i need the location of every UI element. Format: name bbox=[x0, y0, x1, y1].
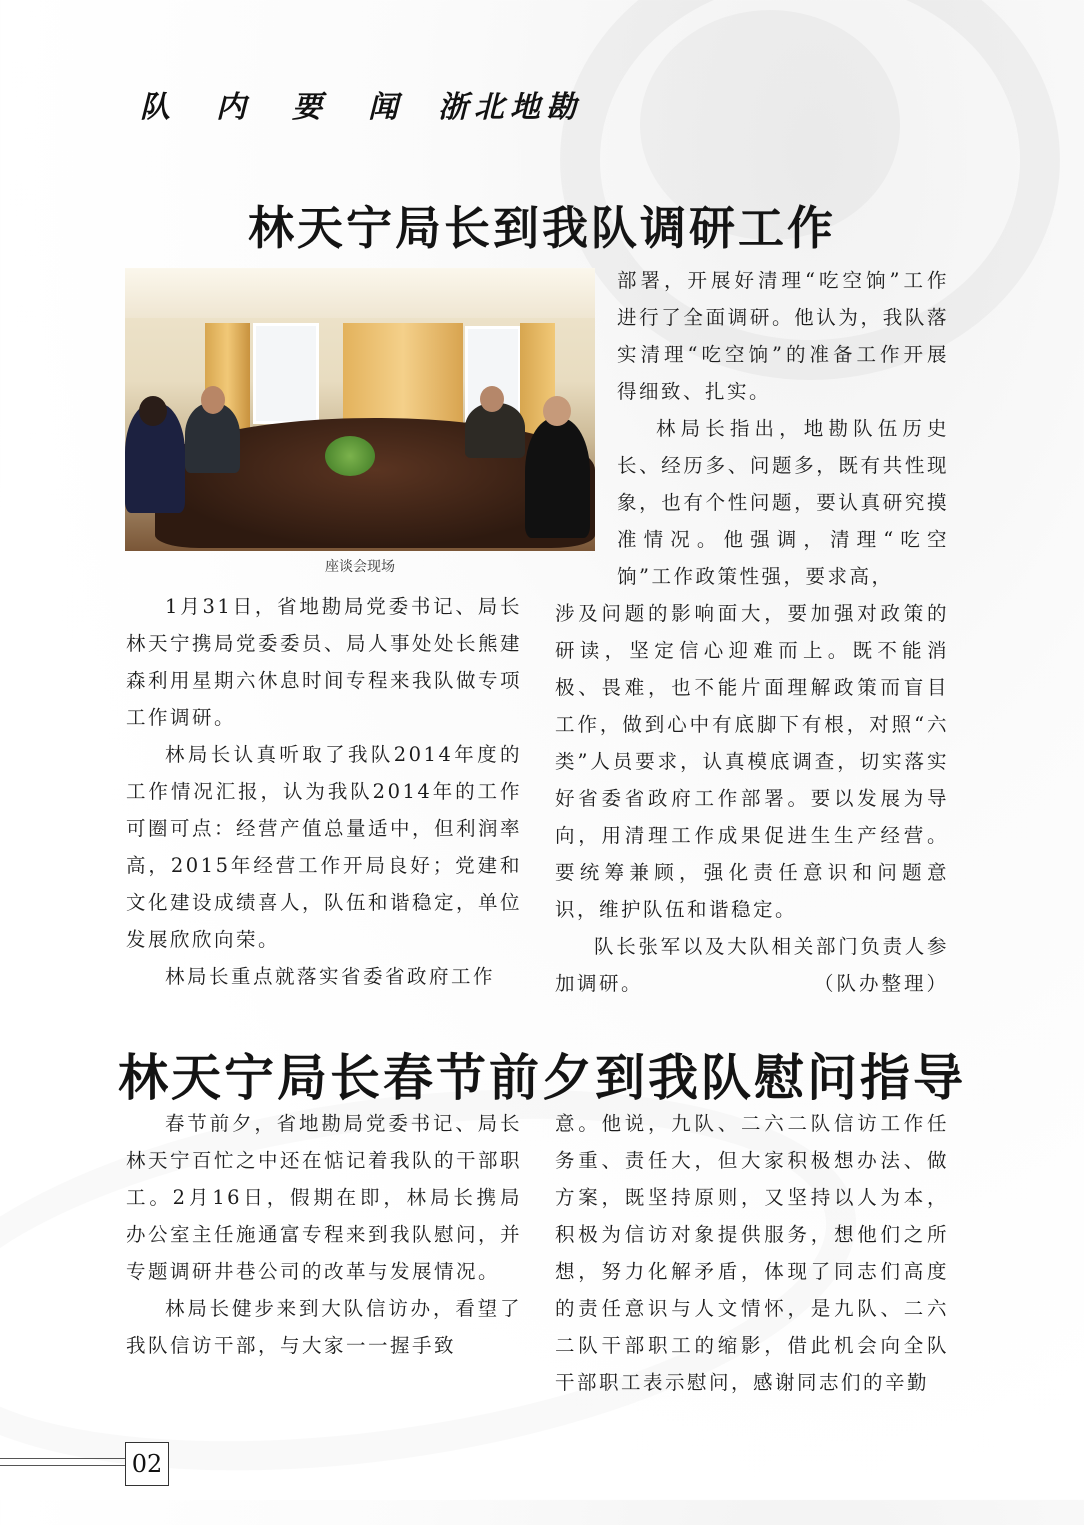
brand-header: 浙北地勘 bbox=[438, 90, 582, 125]
article1-continuation: 涉及问题的影响面大，要加强对政策的研读，坚定信心迎难而上。既不能消极、畏难，也不能片面理解政策而盲目工作，做到心中有底脚下有根，对照“六类”人员要求，认真模底调查，切实落实好省委省政府工作部署。要以发展为导向，用清理工作成果促进生生产经营。要统筹兼顾，强化责任意识和问题意识，维护队伍和谐稳定。 bbox=[555, 602, 949, 921]
article2-paragraph: 林局长健步来到大队信访办，看望了我队信访干部，与大家一一握手致 bbox=[126, 1297, 522, 1357]
article1-title: 林天宁局长到我队调研工作 bbox=[248, 201, 836, 255]
article1-paragraph: 林局长指出，地勘队伍历史长、经历多、问题多，既有共性现象，也有个性问题，要认真研究摸准情况。他强调，清理“吃空饷”工作政策性强，要求高， bbox=[617, 417, 949, 588]
meeting-photo bbox=[125, 268, 595, 551]
section-header: 队内要闻 bbox=[140, 90, 444, 125]
article2-right-column bbox=[555, 1105, 949, 1401]
footer-rule bbox=[0, 1458, 125, 1466]
article1-closing-text: 队长张军以及大队相关部门负责人参加调研。 bbox=[555, 935, 949, 995]
article1-paragraph: 1月31日，省地勘局党委书记、局长林天宁携局党委委员、局人事处处长熊建森利用星期六休息时间专程来我队做专项工作调研。 bbox=[126, 595, 523, 729]
article2-paragraph: 春节前夕，省地勘局党委书记、局长林天宁百忙之中还在惦记着我队的干部职工。2月16日，假期在即，林局长携局办公室主任施通富专程来到我队慰问，并专题调研井巷公司的改革与发展情况。 bbox=[126, 1112, 523, 1283]
article1-paragraph: 林局长重点就落实省委省政府工作 bbox=[165, 965, 496, 988]
article1-paragraph: 林局长认真听取了我队2014年度的工作情况汇报，认为我队2014年的工作可圈可点：经营产值总量适中，但利润率高，2015年经营工作开局良好；党建和文化建设成绩喜人，队伍和谐稳定，单位发展欣欣向荣。 bbox=[126, 743, 523, 951]
article2-left-column bbox=[126, 1105, 522, 1364]
article1-left-column bbox=[126, 588, 522, 995]
page-number: 02 bbox=[125, 1442, 169, 1486]
article1-right-bottom-column bbox=[555, 595, 949, 1002]
article2-continuation: 意。他说，九队、二六二队信访工作任务重、责任大，但大家积极想办法、做方案，既坚持原则，又坚持以人为本，积极为信访对象提供服务，想他们之所想，努力化解矛盾，体现了同志们高度的责任意识与人文情怀，是九队、二六二队干部职工的缩影，借此机会向全队干部职工表示慰问，感谢同志们的辛勤 bbox=[555, 1112, 949, 1394]
article1-continuation: 部署，开展好清理“吃空饷”工作进行了全面调研。他认为，我队落实清理“吃空饷”的准备工作开展得细致、扎实。 bbox=[617, 269, 949, 403]
article1-signoff: （队办整理） bbox=[813, 972, 949, 995]
article2-title: 林天宁局长春节前夕到我队慰问指导 bbox=[118, 1049, 966, 1107]
article1-paragraph bbox=[555, 928, 949, 1002]
photo-caption: 座谈会现场 bbox=[325, 559, 395, 575]
article1-right-top-column bbox=[617, 262, 949, 595]
